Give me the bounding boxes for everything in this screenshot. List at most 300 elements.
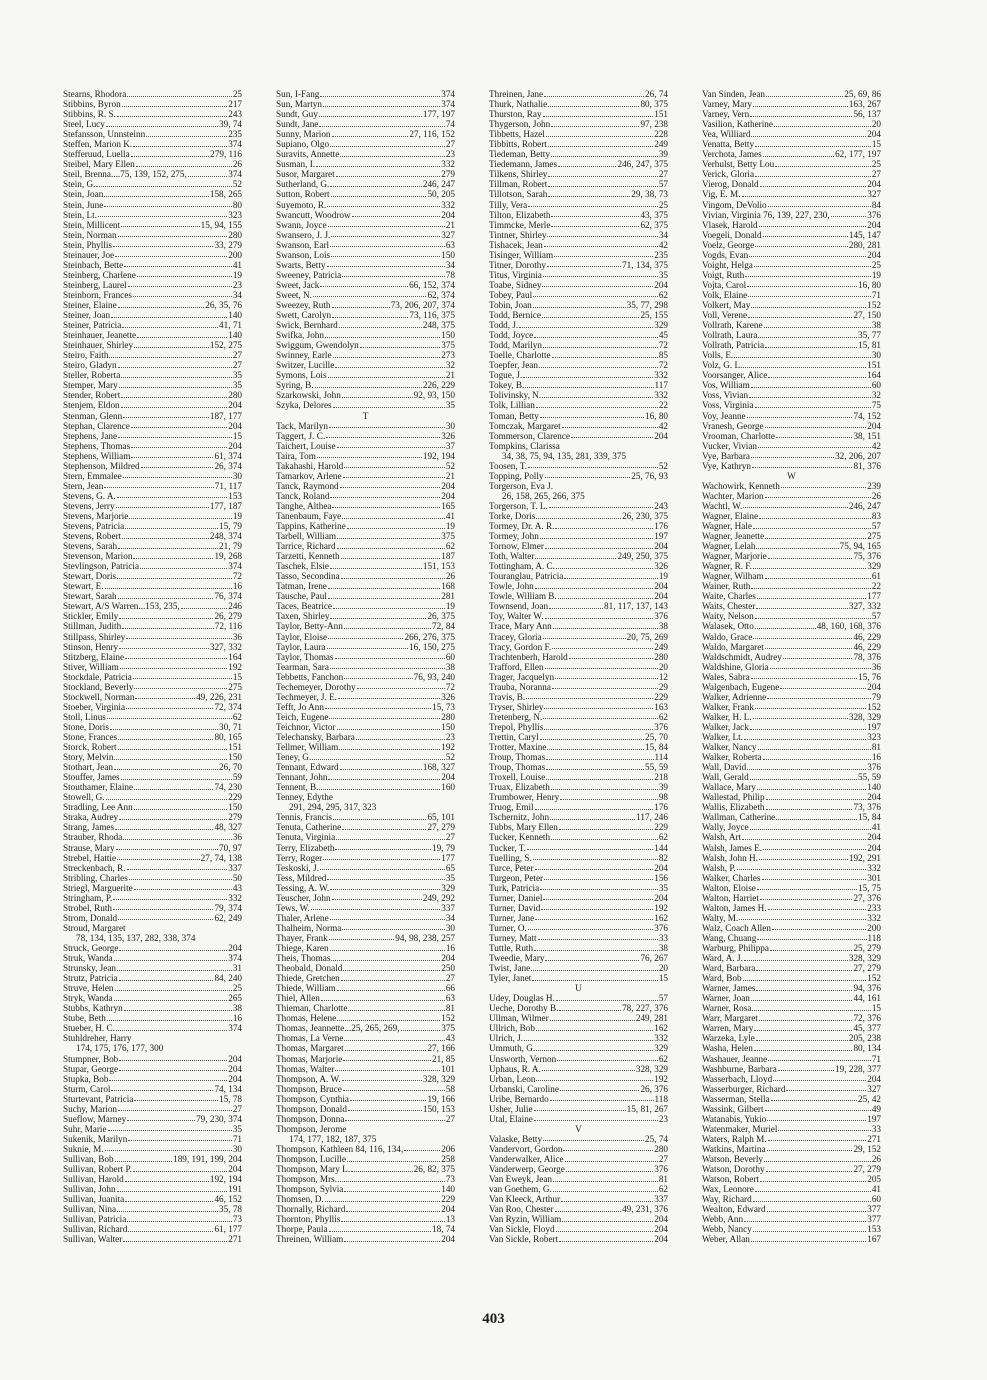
entry-pages: 35, 78 [219, 1204, 242, 1215]
entry-pages: 72 [232, 571, 242, 582]
index-entry [63, 179, 242, 189]
leader-dots [113, 245, 213, 247]
entry-name: Wagner, Marjorie [702, 551, 767, 562]
leader-dots [331, 235, 440, 237]
index-entry [702, 682, 881, 692]
index-entry [63, 441, 242, 451]
entry-name: Walsh, Art [702, 832, 742, 843]
entry-pages: 27 [232, 1103, 242, 1114]
entry-name: Tintner, Shirley [489, 229, 547, 240]
entry-pages: 45 [658, 330, 668, 341]
index-entry [276, 149, 455, 159]
index-entry [702, 99, 881, 109]
entry-pages: 162 [654, 1023, 668, 1034]
leader-dots [329, 1230, 431, 1232]
index-entry [276, 159, 455, 169]
index-entry [702, 501, 881, 511]
entry-pages: 81 [871, 742, 881, 753]
entry-name: Tomczak, Margaret [489, 420, 561, 431]
entry-pages: 63 [445, 993, 455, 1004]
entry-pages: 376 [654, 611, 668, 622]
entry-name: Sun, Martyn [276, 99, 322, 110]
entry-name: Stephens, Thomas [63, 440, 131, 451]
index-column-4 [702, 89, 881, 1297]
index-entry [489, 541, 668, 551]
leader-dots [758, 446, 871, 448]
leader-dots [768, 1059, 871, 1061]
leader-dots [528, 928, 653, 930]
entry-pages: 32 [871, 390, 881, 401]
leader-dots [757, 788, 866, 790]
entry-name: Way, Richard [702, 1194, 752, 1205]
index-entry [489, 812, 668, 822]
leader-dots [743, 506, 848, 508]
entry-name: Sueflow, Marney [63, 1113, 127, 1124]
entry-pages: 66, 152, 374 [409, 279, 455, 290]
entry-name: Tilton, Elizabeth [489, 209, 551, 220]
entry-pages: 163, 267 [848, 99, 881, 110]
entry-name: Stone, Doris [63, 721, 109, 732]
entry-pages: 332 [654, 390, 668, 401]
leader-dots [564, 577, 657, 579]
entry-pages: 23 [658, 1113, 668, 1124]
entry-name: Sullivan, Bob [63, 1153, 114, 1164]
index-entry [489, 571, 668, 581]
entry-name: Van Eweyk, Jean [489, 1174, 553, 1185]
index-entry [489, 621, 668, 631]
entry-pages: 151 [228, 742, 242, 753]
entry-name: Stephan, Clarence [63, 420, 130, 431]
leader-dots [118, 306, 205, 308]
index-entry [702, 210, 881, 220]
entry-name: Teich, Eugene [276, 711, 329, 722]
leader-dots [739, 918, 866, 920]
entry-name: Vollrath, Patricia [702, 340, 765, 351]
leader-dots [128, 285, 232, 287]
entry-name: Szyka, Delores [276, 400, 332, 411]
entry-pages: 192 [228, 661, 242, 672]
index-entry [276, 1174, 455, 1184]
entry-pages: 192, 291 [848, 852, 881, 863]
entry-name: Thornally, Richard [276, 1204, 346, 1215]
index-entry [702, 611, 881, 621]
entry-name: Tiedeman, Betty [489, 149, 550, 160]
leader-dots [755, 245, 848, 247]
leader-dots [767, 1149, 853, 1151]
index-entry [489, 1224, 668, 1234]
leader-dots [753, 527, 871, 529]
entry-name: Twist, Jane [489, 963, 531, 974]
leader-dots [534, 949, 658, 951]
leader-dots [134, 1099, 218, 1101]
entry-name: Todd, J. [489, 320, 519, 331]
index-entry [489, 1164, 668, 1174]
index-entry [276, 1224, 455, 1234]
entry-pages: 85 [658, 350, 668, 361]
entry-pages: 41 [871, 1184, 881, 1195]
leader-dots [327, 205, 440, 207]
index-entry [702, 300, 881, 310]
entry-pages: 62, 374 [427, 289, 455, 300]
entry-name: Tess, Mildred [276, 872, 327, 883]
leader-dots [751, 677, 857, 679]
leader-dots [106, 125, 218, 127]
leader-dots [526, 697, 653, 699]
index-entry [702, 561, 881, 571]
leader-dots [768, 908, 867, 910]
index-entry [489, 431, 668, 441]
leader-dots [763, 155, 834, 157]
leader-dots [117, 1190, 228, 1192]
index-entry [276, 712, 455, 722]
index-entry [276, 1013, 455, 1023]
index-entry [63, 782, 242, 792]
entry-pages: 46, 229 [853, 641, 881, 652]
index-entry [489, 1013, 668, 1023]
entry-name: Thompson, Bruce [276, 1083, 342, 1094]
entry-pages: 32, 206, 207 [835, 450, 881, 461]
entry-name: Turner, Jane [489, 912, 535, 923]
entry-pages: 26, 70 [219, 762, 242, 773]
entry-name: Stibbins, R. S. [63, 109, 116, 120]
leader-dots [342, 275, 445, 277]
leader-dots [765, 577, 871, 579]
entry-pages: 25 [658, 199, 668, 210]
entry-name: Wales, Sabra [702, 671, 750, 682]
leader-dots [750, 778, 857, 780]
entry-name: Steiro, Gladyn [63, 360, 117, 371]
entry-pages: 377 [867, 1214, 881, 1225]
entry-pages: 81 [658, 1174, 668, 1185]
leader-dots [316, 165, 440, 167]
entry-name: Thompson, Kathleen 84, 116, 134, [276, 1143, 404, 1154]
index-entry [489, 290, 668, 300]
entry-name: Tefft, Jo Ann [276, 701, 324, 712]
entry-name: Turner, O. [489, 922, 527, 933]
entry-name: Vivian, Virginia 76, 139, 227, 230, [702, 209, 830, 220]
leader-dots [333, 406, 445, 408]
entry-pages: 41 [232, 259, 242, 270]
entry-pages: 74 [445, 119, 455, 130]
leader-dots [121, 376, 232, 378]
leader-dots [549, 506, 653, 508]
leader-dots [134, 788, 213, 790]
entry-name: Walker, Adrienne [702, 691, 767, 702]
leader-dots [751, 135, 866, 137]
leader-dots [124, 265, 232, 267]
entry-pages: 43 [445, 1033, 455, 1044]
entry-name: Usher, Julie [489, 1103, 533, 1114]
leader-dots [546, 778, 653, 780]
entry-name: Thompson, Mrs. [276, 1174, 337, 1185]
leader-dots [543, 275, 658, 277]
section-letter [489, 983, 668, 993]
entry-pages: 204 [228, 1164, 242, 1175]
entry-name: Trettin, Caryl [489, 732, 539, 742]
entry-name: Steiner, Joan [63, 310, 111, 321]
entry-pages: 66 [445, 983, 455, 994]
entry-name: Sukenik, Marilyn [63, 1133, 128, 1144]
entry-pages: 374 [228, 1023, 242, 1034]
index-entry [63, 501, 242, 511]
entry-pages: 72, 84 [432, 621, 455, 632]
entry-name: Stryk, Wanda [63, 993, 113, 1004]
index-entry [276, 722, 455, 732]
entry-name: Van Sickle, Floyd [489, 1224, 555, 1235]
leader-dots [344, 1190, 440, 1192]
leader-dots [543, 346, 658, 348]
entry-pages: 72, 376 [853, 1013, 881, 1024]
entry-name: Wagner, Hale [702, 521, 752, 532]
entry-pages: 75 [871, 400, 881, 411]
entry-pages: 150, 153 [422, 1103, 455, 1114]
index-entry [276, 89, 455, 99]
leader-dots [126, 637, 232, 639]
entry-pages: 246 [228, 601, 242, 612]
leader-dots [106, 798, 228, 800]
entry-name: Warren, Mary [702, 1023, 754, 1034]
entry-name: Thompson, Lucille [276, 1153, 346, 1164]
index-entry [63, 1124, 242, 1134]
leader-dots [328, 637, 403, 639]
entry-pages: 323 [228, 209, 242, 220]
leader-dots [752, 1009, 870, 1011]
index-entry [63, 270, 242, 280]
entry-pages: 59 [232, 772, 242, 783]
entry-name: Suknie, M. [63, 1143, 104, 1154]
leader-dots [123, 1240, 227, 1242]
index-entry [63, 1204, 242, 1214]
entry-pages: 81, 376 [853, 460, 881, 471]
entry-name: Steinauer, Joe [63, 249, 115, 260]
entry-name: Waits, Chester [702, 601, 756, 612]
leader-dots [134, 808, 228, 810]
entry-name: Thiege, Karen [276, 942, 329, 953]
entry-name: Steinberg, Charlene [63, 269, 136, 280]
leader-dots [127, 95, 232, 97]
index-entry [63, 320, 242, 330]
entry-pages: 16 [232, 1013, 242, 1024]
leader-dots [528, 205, 658, 207]
leader-dots [118, 547, 218, 549]
leader-dots [319, 788, 440, 790]
entry-pages: 327 [867, 189, 881, 200]
index-entry [489, 531, 668, 541]
leader-dots [547, 748, 644, 750]
entry-pages: 280 [441, 711, 455, 722]
entry-pages: 73, 376 [853, 802, 881, 813]
entry-name: Voegeli, Donald [702, 229, 762, 240]
index-entry [702, 863, 881, 873]
entry-name: Watenmaker, Muriel [702, 1123, 778, 1134]
entry-name: Sullivan, Patricia [63, 1214, 127, 1225]
leader-dots [134, 687, 227, 689]
index-entry [489, 1043, 668, 1053]
leader-dots [337, 446, 445, 448]
entry-name: Strobel, Ruth [63, 902, 113, 913]
entry-pages: 229 [228, 792, 242, 803]
leader-dots [545, 547, 653, 549]
leader-dots [328, 225, 445, 227]
leader-dots [546, 758, 653, 760]
entry-name: Stefansson, Unnsteinn [63, 129, 146, 140]
entry-pages: 37 [445, 440, 455, 451]
entry-name: Toman, Betty [489, 410, 539, 421]
entry-name: Vye, Kathryn [702, 460, 751, 471]
leader-dots [341, 557, 441, 559]
entry-name: Ullrich, Bob [489, 1023, 535, 1034]
index-entry [489, 832, 668, 842]
leader-dots [545, 617, 654, 619]
entry-pages: 19, 228, 377 [835, 1063, 881, 1074]
entry-pages: 266, 276, 375 [404, 631, 455, 642]
leader-dots [104, 486, 213, 488]
index-entry [489, 822, 668, 832]
leader-dots [133, 145, 227, 147]
index-entry [63, 210, 242, 220]
leader-dots [125, 1200, 213, 1202]
entry-name: Walker, Charles [702, 872, 761, 883]
index-entry [702, 189, 881, 199]
leader-dots [342, 828, 426, 830]
entry-name: Swancutt, Woodrow [276, 209, 351, 220]
entry-pages: 35 [658, 882, 668, 893]
entry-pages: 74, 230 [214, 782, 242, 793]
leader-dots [541, 908, 653, 910]
entry-pages: 35, 77 [858, 330, 881, 341]
entry-pages: 80, 375 [640, 99, 668, 110]
leader-dots [114, 758, 227, 760]
entry-pages: 332 [867, 862, 881, 873]
index-entry [489, 461, 668, 471]
leader-dots [135, 697, 195, 699]
leader-dots [744, 959, 848, 961]
leader-dots [107, 1019, 232, 1021]
index-entry [702, 451, 881, 461]
entry-pages: 192, 194 [209, 1174, 242, 1185]
entry-pages: 189, 191, 199, 204 [173, 1153, 242, 1164]
index-entry [276, 511, 455, 521]
leader-dots [344, 627, 431, 629]
entry-name: Waldschmidt, Audrey [702, 651, 782, 662]
entry-pages: 38 [658, 942, 668, 953]
entry-pages: 204 [441, 953, 455, 964]
entry-pages: 27 [871, 169, 881, 180]
index-entry [702, 531, 881, 541]
index-entry [702, 621, 881, 631]
entry-name: Stone, Frances [63, 732, 118, 742]
leader-dots [120, 667, 227, 669]
entry-name: Stefferuud, Luella [63, 149, 130, 160]
entry-pages: 332 [654, 370, 668, 381]
entry-pages: 26, 279 [214, 611, 242, 622]
index-entry [702, 1194, 881, 1204]
entry-name: Tellmer, William [276, 742, 339, 753]
entry-pages: 49 [871, 1103, 881, 1114]
entry-name: Tracy, Gordon F. [489, 641, 552, 652]
entry-pages: 374 [441, 89, 455, 99]
index-entry [489, 270, 668, 280]
entry-name: Travis, B. [489, 691, 526, 702]
leader-dots [775, 165, 871, 167]
entry-name: Tucker, T. [489, 842, 526, 853]
index-entry [489, 139, 668, 149]
index-entry [489, 903, 668, 913]
index-entry [276, 230, 455, 240]
index-entry [702, 1224, 881, 1234]
entry-pages: 229 [654, 822, 668, 833]
leader-dots [330, 918, 445, 920]
index-entry [63, 521, 242, 531]
entry-name: Urban, Leon [489, 1073, 536, 1084]
leader-dots [551, 215, 639, 217]
entry-pages: 15 [232, 430, 242, 441]
entry-pages: 327, 332 [209, 641, 242, 652]
entry-pages: 43, 375 [640, 209, 668, 220]
entry-name: Stringham, P. [63, 892, 113, 903]
leader-dots [330, 496, 440, 498]
leader-dots [114, 768, 218, 770]
entry-name: Tack, Marilyn [276, 420, 328, 431]
entry-pages: 62, 375 [640, 219, 668, 230]
entry-name: Sturm, Carol [63, 1083, 111, 1094]
index-entry [276, 853, 455, 863]
leader-dots [116, 506, 209, 508]
entry-pages: 145, 147 [848, 229, 881, 240]
entry-name: Wallace, Mary [702, 782, 756, 793]
entry-pages: 25 [871, 159, 881, 170]
entry-pages: 279, 116 [210, 149, 242, 160]
index-entry [489, 471, 668, 481]
leader-dots [545, 476, 631, 478]
index-column-3 [489, 89, 668, 1297]
leader-dots [571, 436, 653, 438]
leader-dots [550, 1099, 654, 1101]
entry-pages: 168 [441, 581, 455, 592]
entry-name: Titner, Dorothy [489, 259, 546, 270]
index-entry [489, 1174, 668, 1184]
entry-pages: 62 [658, 711, 668, 722]
entry-pages: 249 [654, 641, 668, 652]
entry-pages: 326 [441, 691, 455, 702]
entry-pages: 271 [867, 1133, 881, 1144]
leader-dots [125, 1180, 209, 1182]
index-entry [63, 240, 242, 250]
entry-pages: 377 [867, 1204, 881, 1215]
entry-name: Tiedemann, James [489, 159, 558, 170]
leader-dots [753, 717, 848, 719]
entry-pages: 34 [232, 289, 242, 300]
leader-dots [535, 868, 654, 870]
entry-name: Thompson, Donald [276, 1103, 347, 1114]
entry-pages: 163 [654, 701, 668, 712]
entry-name: Stupar, George [63, 1063, 119, 1074]
leader-dots [532, 979, 657, 981]
entry-pages: 73, 116, 375 [409, 310, 455, 321]
entry-name: Tompkins, Clarissa [489, 440, 560, 451]
entry-pages: 26, 375 [427, 611, 455, 622]
leader-dots [327, 265, 445, 267]
entry-pages: 38, 151 [853, 430, 881, 441]
entry-name: Warner, Rosa [702, 1003, 752, 1014]
entry-name: Stibbins, Byron [63, 99, 121, 110]
entry-name: Swarts, Betty [276, 259, 326, 270]
index-entry [702, 762, 881, 772]
entry-name: Wang, Chuang [702, 932, 757, 943]
leader-dots [105, 587, 232, 589]
entry-name: Volk, Elaine [702, 289, 748, 300]
entry-pages: 301 [867, 872, 881, 883]
